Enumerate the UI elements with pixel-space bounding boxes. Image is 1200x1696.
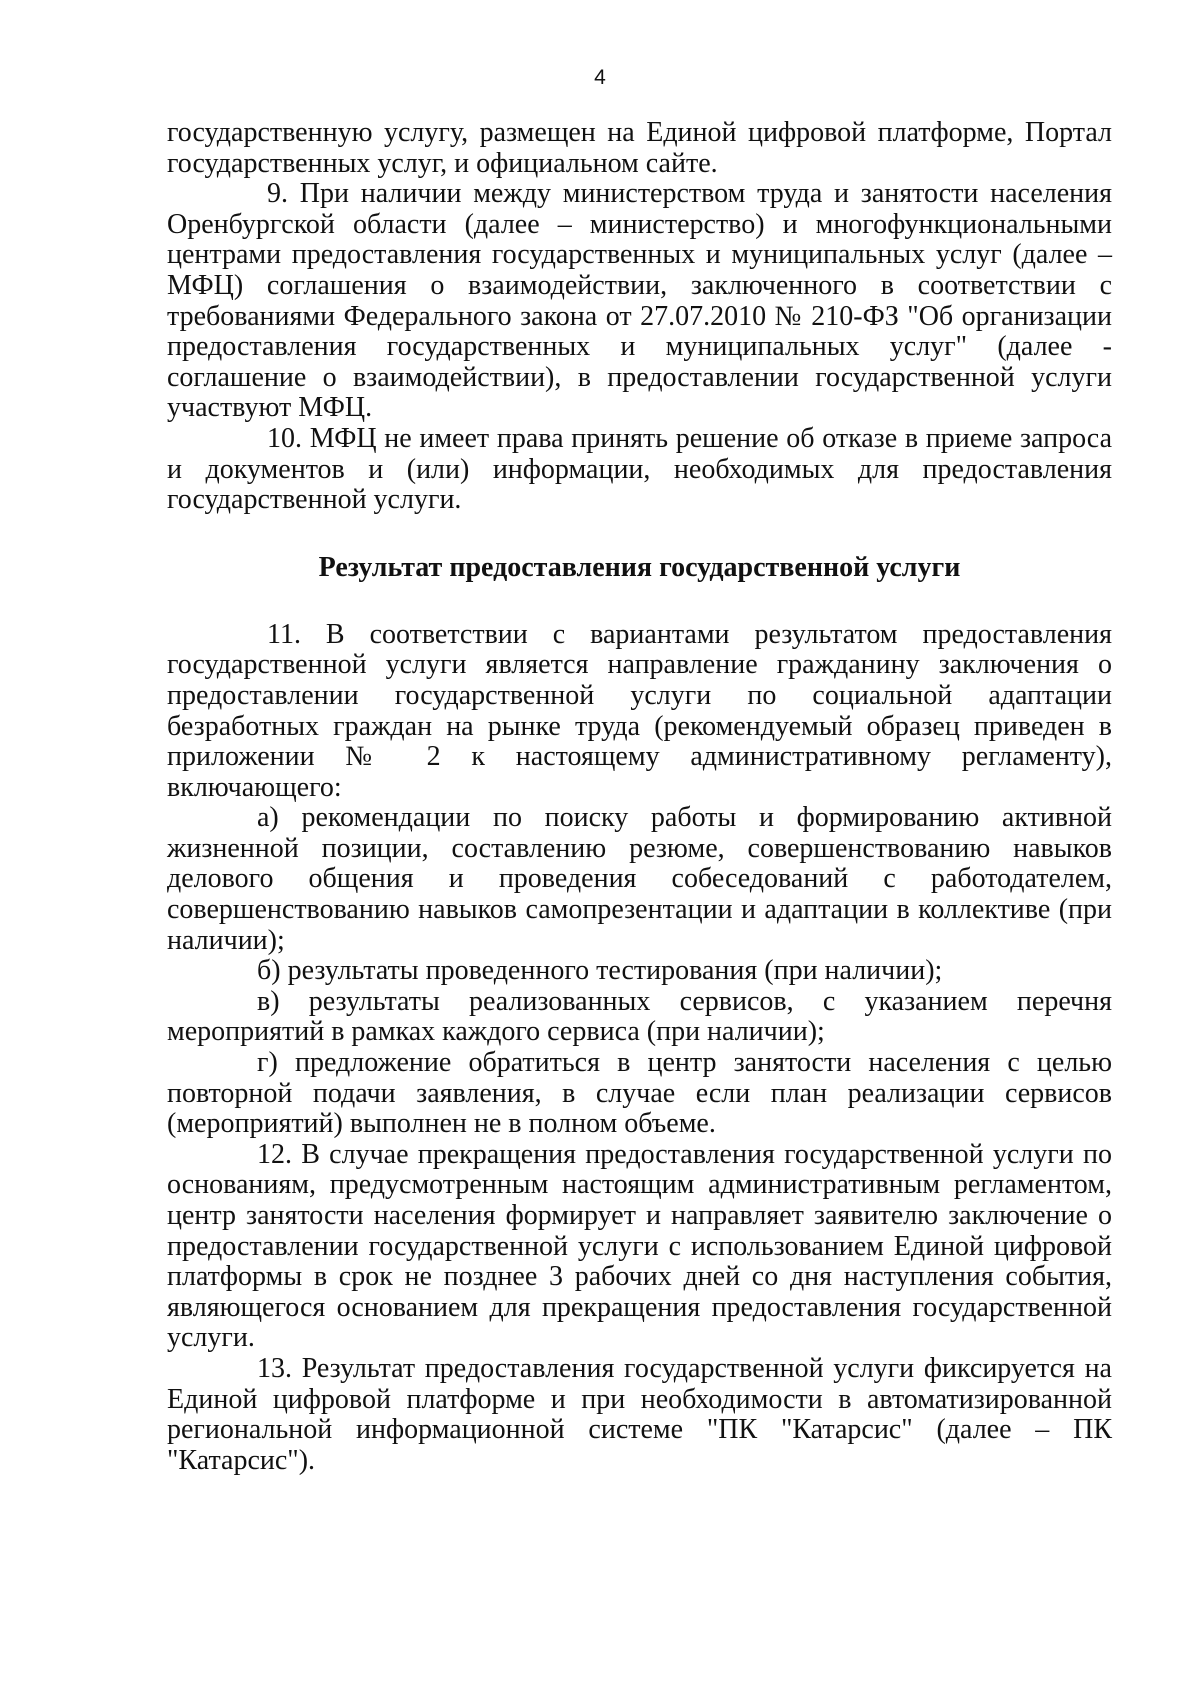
paragraph-9: 9. При наличии между министерством труда и занятости населения Оренбургской области (далее – министерство) и многофункциональными центрами предоставления государственных и муниципальных услуг (далее – МФЦ) соглашения о взаимодействии, заключенного в соответствии с требованиями Федерального закона от 27.07.2010 № 210-ФЗ "Об организации предоставления государственных и муниципальных услуг" (далее - соглашение о взаимодействии), в предоставлении государственной услуги участвуют МФЦ. <box>167 178 1112 424</box>
paragraph-11: 11. В соответствии с вариантами результатом предоставления государственной услуги является направление гражданину заключения о предоставлении государственной услуги по социальной адаптации безработных граждан на рынке труда (рекомендуемый образец приведен в приложении № 2 к настоящему административному регламенту), включающего: <box>167 618 1112 803</box>
paragraph-13: 13. Результат предоставления государственной услуги фиксируется на Единой цифровой платформе и при необходимости в автоматизированной региональной информационной системе "ПК "Катарсис" (далее – ПК "Катарсис"). <box>167 1352 1112 1476</box>
list-item-a: а) рекомендации по поиску работы и формированию активной жизненной позиции, составлению резюме, совершенствованию навыков делового общения и проведения собеседований с работодателем, совершенствованию навыков самопрезентации и адаптации в коллективе (при наличии); <box>167 802 1112 956</box>
paragraph-10: 10. МФЦ не имеет права принять решение об отказе в приеме запроса и документов и (или) информации, необходимых для предоставления государственной услуги. <box>167 422 1112 516</box>
paragraph-12: 12. В случае прекращения предоставления государственной услуги по основаниям, предусмотренным настоящим административным регламентом, центр занятости населения формирует и направляет заявителю заключение о предоставлении государственной услуги с использованием Единой цифровой платформы в срок не позднее 3 рабочих дней со дня наступления события, являющегося основанием для прекращения предоставления государственной услуги. <box>167 1138 1112 1354</box>
section-heading: Результат предоставления государственной услуги <box>318 551 961 583</box>
document-body <box>167 118 1112 1476</box>
list-item-v: в) результаты реализованных сервисов, с указанием перечня мероприятий в рамках каждого сервиса (при наличии); <box>167 985 1112 1048</box>
paragraph-continuation: государственную услугу, размещен на Единой цифровой платформе, Портал государственных услуг, и официальном сайте. <box>167 117 1112 179</box>
page-number: 4 <box>594 66 606 89</box>
list-item-g: г) предложение обратиться в центр занятости населения с целью повторной подачи заявления, в случае если план реализации сервисов (мероприятий) выполнен не в полном объеме. <box>167 1047 1112 1140</box>
list-item-b: б) результаты проведенного тестирования (при наличии); <box>257 955 943 987</box>
